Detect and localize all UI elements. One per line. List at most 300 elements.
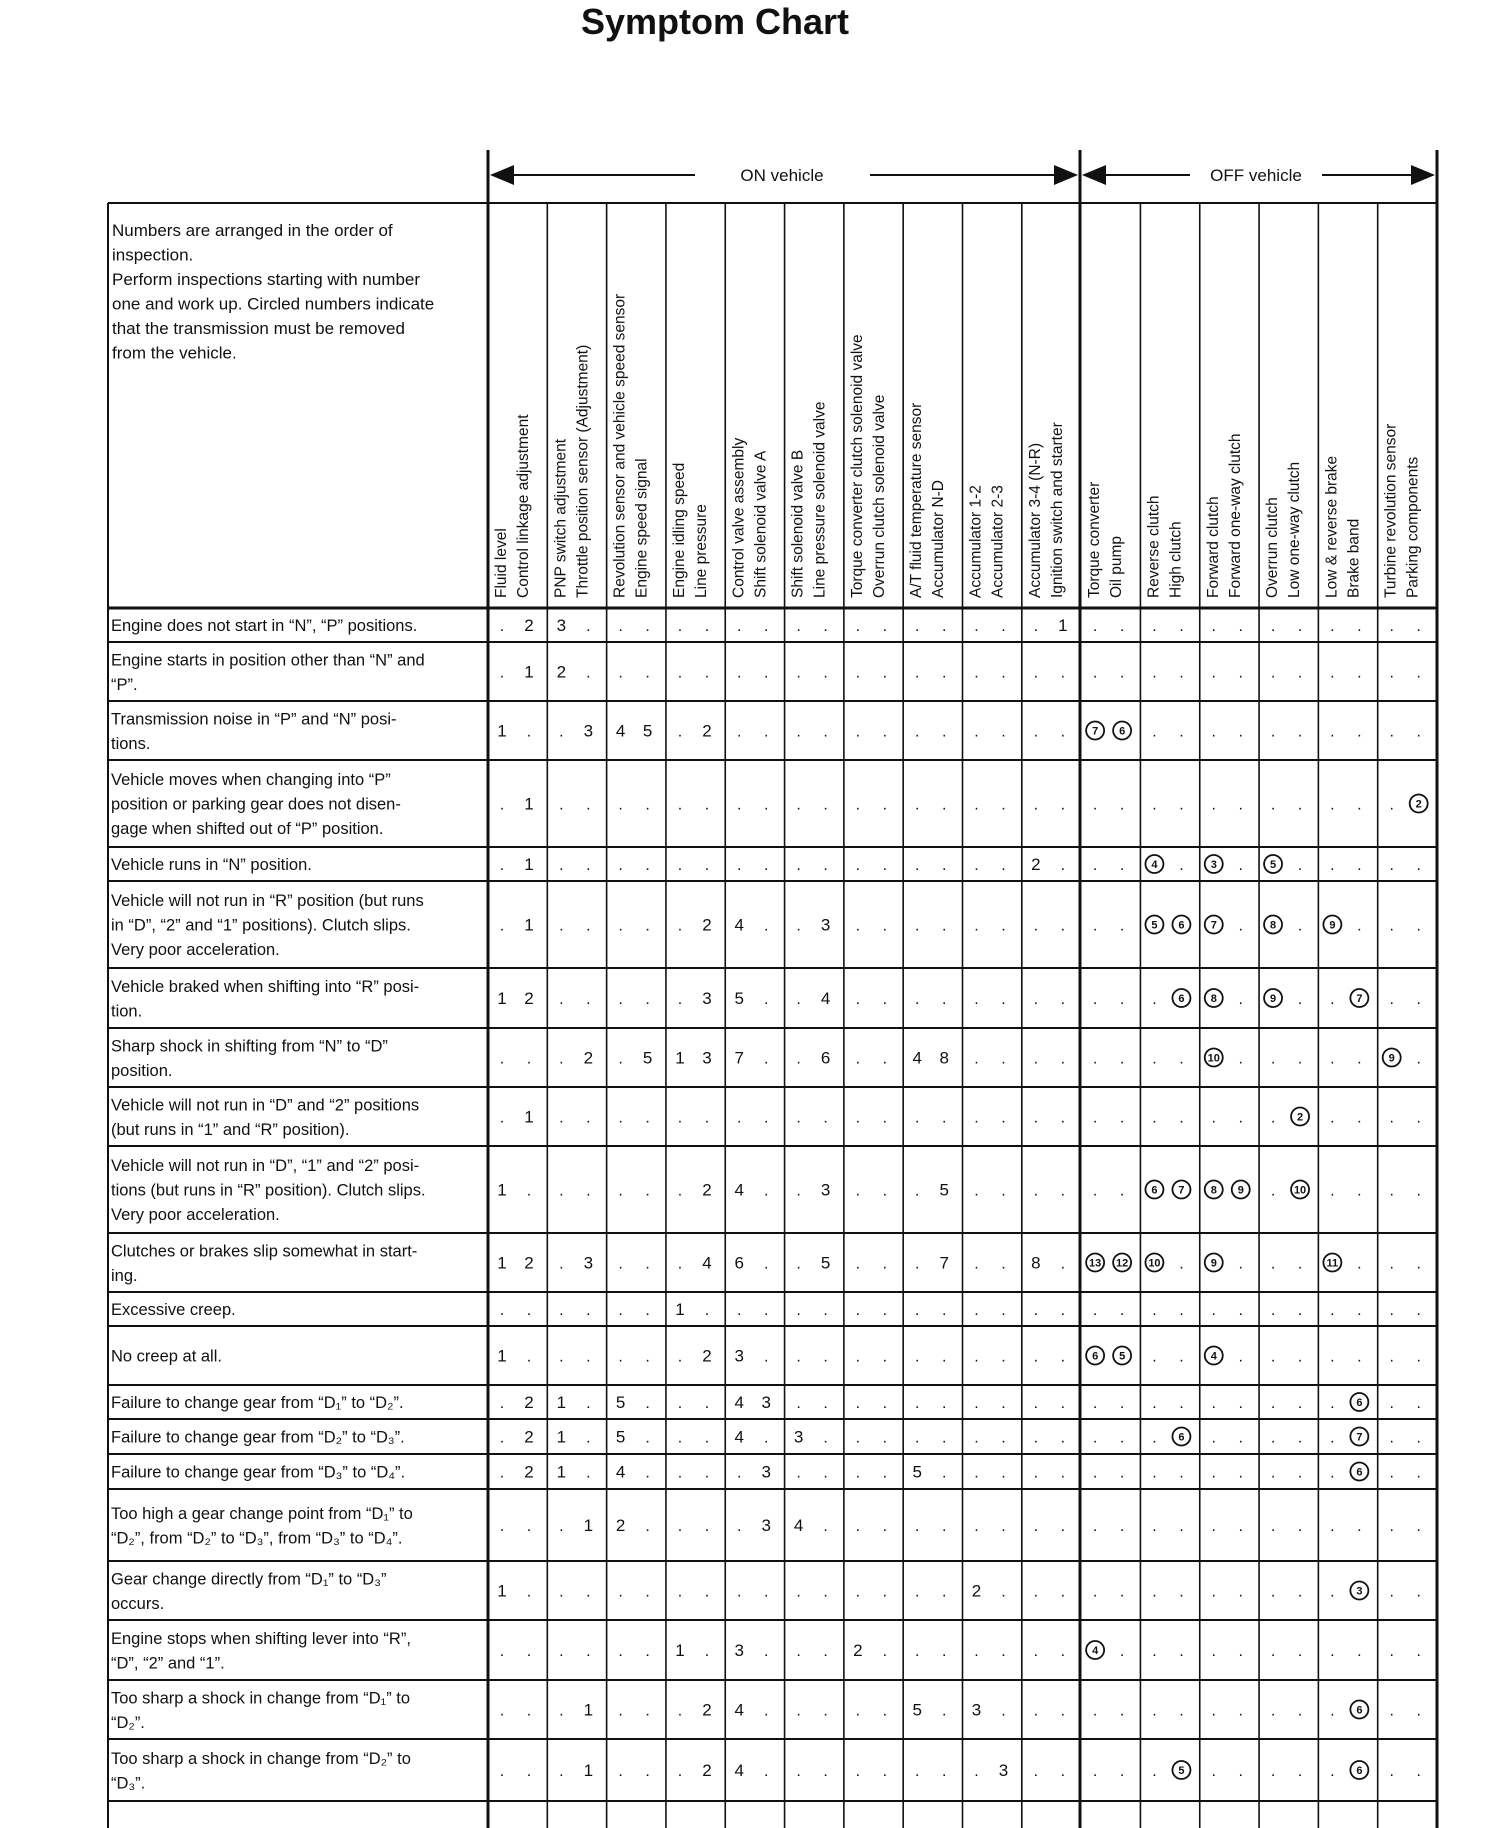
empty-cell-dot: . (1092, 1050, 1098, 1068)
circled-number-text: 10 (1207, 1052, 1220, 1065)
empty-cell-dot: . (855, 1182, 861, 1200)
symptom-text: Very poor acceleration. (111, 1206, 280, 1224)
empty-cell-dot: . (914, 1302, 920, 1319)
inspection-order: 5 (615, 1393, 626, 1412)
empty-cell-dot: . (764, 1050, 769, 1068)
inspection-order: 2 (524, 1462, 534, 1482)
empty-cell-dot: . (645, 1429, 650, 1447)
empty-cell-dot: . (737, 664, 742, 682)
empty-cell-dot: . (855, 664, 861, 682)
circled-number (1291, 1181, 1309, 1199)
empty-cell-dot: . (855, 1348, 861, 1366)
inspection-order: 1 (1058, 616, 1068, 635)
inspection-order: 1 (497, 1253, 507, 1273)
empty-cell-dot: . (1033, 1763, 1039, 1780)
empty-cell-dot: . (1297, 1583, 1303, 1601)
empty-cell-dot: . (677, 1583, 683, 1601)
empty-cell-dot: . (499, 1050, 505, 1068)
empty-cell-dot: . (823, 723, 828, 741)
empty-cell-dot: . (677, 1109, 683, 1127)
inspection-order: 3 (734, 1641, 744, 1660)
circled-number-text: 7 (1356, 1431, 1363, 1444)
empty-cell-dot: . (1238, 796, 1243, 814)
empty-cell-dot: . (1001, 917, 1006, 935)
empty-cell-dot: . (1389, 664, 1394, 682)
empty-cell-dot: . (1179, 1702, 1184, 1720)
empty-cell-dot: . (704, 664, 710, 682)
empty-cell-dot: . (1330, 1702, 1335, 1720)
empty-cell-dot: . (586, 1395, 591, 1412)
inspection-order: 1 (675, 1641, 685, 1660)
off-vehicle-label: OFF vehicle (1210, 166, 1302, 185)
empty-cell-dot: . (855, 1395, 861, 1412)
symptom-text: Vehicle runs in “N” position. (111, 856, 312, 874)
empty-cell-dot: . (1033, 991, 1039, 1008)
empty-cell-dot: . (1389, 1583, 1394, 1601)
empty-cell-dot: . (914, 1583, 920, 1601)
empty-cell-dot: . (1389, 1302, 1394, 1319)
inspection-order: 3 (793, 1427, 804, 1447)
column-header: Parking components (1404, 456, 1422, 598)
empty-cell-dot: . (1238, 1763, 1243, 1780)
empty-cell-dot: . (855, 1109, 861, 1127)
empty-cell-dot: . (914, 723, 920, 741)
empty-cell-dot: . (1092, 664, 1098, 682)
inspection-order: 5 (912, 1462, 922, 1482)
empty-cell-dot: . (796, 664, 801, 682)
empty-cell-dot: . (882, 1302, 888, 1319)
empty-cell-dot: . (1001, 1348, 1006, 1366)
inspection-order: 1 (556, 1462, 567, 1482)
empty-cell-dot: . (1357, 857, 1362, 874)
empty-cell-dot: . (1297, 917, 1303, 935)
empty-cell-dot: . (1297, 1464, 1303, 1482)
empty-cell-dot: . (914, 618, 920, 635)
empty-cell-dot: . (559, 723, 564, 741)
empty-cell-dot: . (1211, 1395, 1216, 1412)
empty-cell-dot: . (1389, 1464, 1394, 1482)
empty-cell-dot: . (1119, 1643, 1125, 1660)
circled-number-text: 6 (1356, 1466, 1363, 1479)
empty-cell-dot: . (974, 1395, 979, 1412)
empty-cell-dot: . (586, 664, 591, 682)
inspection-order: 5 (820, 1253, 831, 1273)
column-header: Accumulator 1-2 (967, 485, 985, 598)
symptom-text: “D₂”, from “D₂” to “D₃”, from “D₃” to “D₄”. (111, 1529, 403, 1548)
table-row (108, 978, 1437, 1028)
empty-cell-dot: . (1270, 1302, 1276, 1319)
symptom-text: “D₃”. (111, 1774, 146, 1793)
empty-cell-dot: . (645, 1395, 650, 1412)
empty-cell-dot: . (1297, 1348, 1303, 1366)
empty-cell-dot: . (526, 1702, 532, 1720)
empty-cell-dot: . (1297, 1643, 1303, 1660)
empty-cell-dot: . (618, 1050, 623, 1068)
empty-cell-dot: . (1389, 1109, 1394, 1127)
empty-cell-dot: . (1357, 1182, 1362, 1200)
empty-cell-dot: . (1179, 1050, 1184, 1068)
empty-cell-dot: . (1033, 1464, 1039, 1482)
symptom-text: “D”, “2” and “1”. (111, 1654, 225, 1673)
empty-cell-dot: . (1416, 1583, 1421, 1601)
empty-cell-dot: . (1389, 991, 1394, 1008)
empty-cell-dot: . (1060, 664, 1066, 682)
empty-cell-dot: . (677, 1518, 683, 1535)
empty-cell-dot: . (737, 618, 742, 635)
inspection-order: 3 (820, 915, 831, 935)
table-row (108, 1570, 1437, 1620)
empty-cell-dot: . (1330, 723, 1335, 741)
empty-cell-dot: . (645, 1302, 650, 1319)
empty-cell-dot: . (823, 1348, 828, 1366)
empty-cell-dot: . (1416, 1702, 1421, 1720)
empty-cell-dot: . (882, 917, 888, 935)
empty-cell-dot: . (796, 1302, 801, 1319)
empty-cell-dot: . (1270, 1464, 1276, 1482)
empty-cell-dot: . (526, 1348, 532, 1366)
empty-cell-dot: . (586, 1643, 591, 1660)
empty-cell-dot: . (1270, 1050, 1276, 1068)
empty-cell-dot: . (677, 723, 683, 741)
empty-cell-dot: . (823, 796, 828, 814)
empty-cell-dot: . (1001, 1302, 1006, 1319)
empty-cell-dot: . (1033, 1348, 1039, 1366)
empty-cell-dot: . (764, 917, 769, 935)
empty-cell-dot: . (1389, 618, 1394, 635)
inspection-order: 1 (524, 915, 534, 935)
empty-cell-dot: . (1330, 857, 1335, 874)
empty-cell-dot: . (1060, 1395, 1066, 1412)
page-title: Symptom Chart (580, 1, 850, 42)
symptom-text: ing. (111, 1266, 138, 1285)
empty-cell-dot: . (1416, 1464, 1421, 1482)
circled-number-text: 7 (1356, 993, 1363, 1005)
empty-cell-dot: . (1330, 1763, 1335, 1780)
symptom-text: in “D”, “2” and “1” positions). Clutch slips. (111, 916, 411, 935)
empty-cell-dot: . (618, 1583, 623, 1601)
empty-cell-dot: . (823, 1702, 828, 1720)
symptom-text: Very poor acceleration. (111, 941, 280, 959)
symptom-text: Engine starts in position other than “N” and (111, 651, 425, 670)
empty-cell-dot: . (1033, 1583, 1039, 1601)
inspection-order: 2 (524, 1393, 534, 1412)
empty-cell-dot: . (914, 1109, 920, 1127)
empty-cell-dot: . (1357, 1255, 1362, 1273)
empty-cell-dot: . (559, 1763, 564, 1780)
empty-cell-dot: . (499, 1763, 505, 1780)
table-row (108, 1347, 1437, 1386)
empty-cell-dot: . (764, 796, 769, 814)
circled-number (1350, 1582, 1368, 1600)
empty-cell-dot: . (704, 1583, 710, 1601)
empty-cell-dot: . (618, 1763, 623, 1780)
empty-cell-dot: . (618, 664, 623, 682)
empty-cell-dot: . (914, 991, 920, 1008)
empty-cell-dot: . (823, 1109, 828, 1127)
empty-cell-dot: . (1060, 1109, 1066, 1127)
empty-cell-dot: . (1152, 723, 1157, 741)
column-header: Engine speed signal (633, 458, 651, 598)
inspection-order: 1 (497, 1346, 507, 1366)
empty-cell-dot: . (1179, 1464, 1184, 1482)
empty-cell-dot: . (1060, 1182, 1066, 1200)
empty-cell-dot: . (1330, 1302, 1335, 1319)
empty-cell-dot: . (645, 664, 650, 682)
note-line: Numbers are arranged in the order of (112, 221, 393, 240)
empty-cell-dot: . (1060, 1050, 1066, 1068)
circled-number-text: 9 (1237, 1184, 1244, 1197)
empty-cell-dot: . (1389, 1182, 1394, 1200)
empty-cell-dot: . (1238, 723, 1243, 741)
empty-cell-dot: . (526, 1050, 532, 1068)
circled-number (1205, 1049, 1223, 1067)
empty-cell-dot: . (1033, 1395, 1039, 1412)
empty-cell-dot: . (796, 1109, 801, 1127)
empty-cell-dot: . (586, 796, 591, 814)
empty-cell-dot: . (737, 723, 742, 741)
symptom-text: tions. (111, 734, 151, 753)
empty-cell-dot: . (1357, 1302, 1362, 1319)
empty-cell-dot: . (796, 1255, 801, 1273)
empty-cell-dot: . (737, 1109, 742, 1127)
circled-number-text: 7 (1092, 725, 1099, 738)
empty-cell-dot: . (1033, 723, 1039, 741)
empty-cell-dot: . (1211, 723, 1216, 741)
table-row (108, 1505, 1437, 1561)
empty-cell-dot: . (618, 1348, 623, 1366)
empty-cell-dot: . (1416, 1109, 1421, 1127)
empty-cell-dot: . (1152, 618, 1157, 635)
empty-cell-dot: . (974, 1518, 979, 1535)
empty-cell-dot: . (764, 1643, 769, 1660)
symptom-text: Too sharp a shock in change from “D₁” to (111, 1689, 411, 1708)
symptom-text: Clutches or brakes slip somewhat in start- (111, 1242, 418, 1261)
empty-cell-dot: . (1270, 1109, 1276, 1127)
empty-cell-dot: . (1389, 1518, 1394, 1535)
empty-cell-dot: . (1179, 1255, 1184, 1273)
empty-cell-dot: . (1060, 991, 1066, 1008)
empty-cell-dot: . (796, 1583, 801, 1601)
inspection-order: 5 (939, 1180, 949, 1200)
circled-number (1145, 855, 1163, 873)
empty-cell-dot: . (1416, 664, 1421, 682)
inspection-order: 4 (734, 1393, 744, 1412)
empty-cell-dot: . (1270, 664, 1276, 682)
inspection-order: 3 (820, 1180, 831, 1200)
empty-cell-dot: . (586, 857, 591, 874)
column-header: Line pressure solenoid valve (811, 401, 829, 598)
empty-cell-dot: . (586, 1464, 591, 1482)
empty-cell-dot: . (618, 857, 623, 874)
inspection-order: 6 (734, 1253, 744, 1273)
symptom-text: occurs. (111, 1594, 165, 1613)
inspection-order: 1 (524, 1107, 534, 1127)
empty-cell-dot: . (1001, 1429, 1006, 1447)
column-header: Torque converter clutch solenoid valve (848, 334, 866, 598)
empty-cell-dot: . (974, 1643, 979, 1660)
inspection-note (112, 221, 434, 363)
empty-cell-dot: . (796, 796, 801, 814)
note-line: from the vehicle. (112, 343, 237, 363)
empty-cell-dot: . (1357, 723, 1362, 741)
inspection-order: 1 (675, 1300, 685, 1319)
empty-cell-dot: . (1119, 1429, 1125, 1447)
empty-cell-dot: . (1152, 664, 1157, 682)
empty-cell-dot: . (941, 1518, 947, 1535)
empty-cell-dot: . (1297, 664, 1303, 682)
empty-cell-dot: . (855, 1518, 861, 1535)
empty-cell-dot: . (1152, 1109, 1157, 1127)
symptom-text: Engine does not start in “N”, “P” positions. (111, 617, 418, 635)
empty-cell-dot: . (1416, 857, 1421, 874)
empty-cell-dot: . (1152, 1395, 1157, 1412)
circled-number-text: 9 (1329, 919, 1336, 932)
empty-cell-dot: . (677, 1464, 683, 1482)
empty-cell-dot: . (855, 1583, 861, 1601)
empty-cell-dot: . (645, 1182, 650, 1200)
inspection-order: 2 (524, 1253, 534, 1273)
empty-cell-dot: . (645, 796, 650, 814)
column-header: Turbine revolution sensor (1382, 423, 1400, 598)
empty-cell-dot: . (1179, 1109, 1184, 1127)
empty-cell-dot: . (1238, 1643, 1243, 1660)
symptom-text: Vehicle will not run in “R” position (but runs (111, 892, 424, 910)
empty-cell-dot: . (1001, 1182, 1006, 1200)
empty-cell-dot: . (882, 1763, 888, 1780)
empty-cell-dot: . (914, 1643, 920, 1660)
circled-number (1350, 1393, 1368, 1411)
column-header: Reverse clutch (1145, 495, 1163, 598)
empty-cell-dot: . (855, 1429, 861, 1447)
empty-cell-dot: . (1416, 1763, 1421, 1780)
empty-cell-dot: . (1152, 796, 1157, 814)
empty-cell-dot: . (1092, 796, 1098, 814)
empty-cell-dot: . (1211, 796, 1216, 814)
empty-cell-dot: . (526, 723, 532, 741)
empty-cell-dot: . (1092, 1395, 1098, 1412)
empty-cell-dot: . (1119, 991, 1125, 1008)
empty-cell-dot: . (974, 618, 979, 635)
empty-cell-dot: . (499, 664, 505, 682)
empty-cell-dot: . (1033, 1429, 1039, 1447)
empty-cell-dot: . (1119, 1050, 1125, 1068)
empty-cell-dot: . (941, 1348, 947, 1366)
circled-number-text: 3 (1210, 859, 1217, 871)
empty-cell-dot: . (1033, 1182, 1039, 1200)
empty-cell-dot: . (1357, 796, 1362, 814)
empty-cell-dot: . (1119, 1182, 1125, 1200)
empty-cell-dot: . (823, 664, 828, 682)
empty-cell-dot: . (974, 857, 979, 874)
inspection-order: 3 (583, 1253, 594, 1273)
empty-cell-dot: . (1330, 1182, 1335, 1200)
empty-cell-dot: . (1416, 618, 1421, 635)
circled-number-text: 5 (1119, 1350, 1126, 1363)
empty-cell-dot: . (1238, 664, 1243, 682)
empty-cell-dot: . (1330, 1464, 1335, 1482)
symptom-text: Too high a gear change point from “D₁” to (111, 1504, 413, 1523)
empty-cell-dot: . (526, 1302, 532, 1319)
inspection-order: 3 (761, 1516, 771, 1535)
empty-cell-dot: . (1389, 723, 1394, 741)
empty-cell-dot: . (1238, 1255, 1243, 1273)
empty-cell-dot: . (1389, 1348, 1394, 1366)
empty-cell-dot: . (499, 1429, 505, 1447)
empty-cell-dot: . (764, 1109, 769, 1127)
empty-cell-dot: . (586, 1302, 591, 1319)
empty-cell-dot: . (645, 1583, 650, 1601)
empty-cell-dot: . (1416, 1518, 1421, 1535)
empty-cell-dot: . (1179, 796, 1184, 814)
empty-cell-dot: . (941, 1464, 947, 1482)
empty-cell-dot: . (1001, 1109, 1006, 1127)
empty-cell-dot: . (1238, 917, 1243, 935)
circled-number-text: 6 (1356, 1397, 1363, 1409)
empty-cell-dot: . (1357, 1050, 1362, 1068)
empty-cell-dot: . (823, 1643, 828, 1660)
empty-cell-dot: . (704, 857, 710, 874)
empty-cell-dot: . (796, 1050, 801, 1068)
empty-cell-dot: . (796, 618, 801, 635)
empty-cell-dot: . (1330, 1348, 1335, 1366)
empty-cell-dot: . (1211, 1583, 1216, 1601)
empty-cell-dot: . (1416, 1429, 1421, 1447)
empty-cell-dot: . (974, 991, 979, 1008)
circled-number-text: 7 (1210, 919, 1217, 932)
circled-number (1205, 855, 1223, 873)
empty-cell-dot: . (1092, 1464, 1098, 1482)
empty-cell-dot: . (1060, 796, 1066, 814)
circled-number (1172, 989, 1190, 1007)
circled-number (1205, 1254, 1223, 1272)
circled-number-text: 5 (1270, 859, 1277, 871)
empty-cell-dot: . (974, 1302, 979, 1319)
empty-cell-dot: . (1033, 1518, 1039, 1535)
empty-cell-dot: . (796, 1643, 801, 1660)
empty-cell-dot: . (677, 917, 683, 935)
empty-cell-dot: . (1416, 1643, 1421, 1660)
empty-cell-dot: . (855, 857, 861, 874)
empty-cell-dot: . (499, 618, 505, 635)
empty-cell-dot: . (1179, 857, 1184, 874)
empty-cell-dot: . (1238, 857, 1243, 874)
table-row (108, 710, 1437, 760)
empty-cell-dot: . (645, 857, 650, 874)
empty-cell-dot: . (882, 1109, 888, 1127)
empty-cell-dot: . (823, 1429, 828, 1447)
symptom-text: tions (but runs in “R” position). Clutch slips. (111, 1181, 426, 1200)
column-header: Torque converter (1086, 481, 1104, 598)
table-row (108, 1096, 1437, 1146)
empty-cell-dot: . (559, 1255, 564, 1273)
inspection-order: 1 (524, 855, 534, 874)
empty-cell-dot: . (764, 1429, 769, 1447)
empty-cell-dot: . (764, 723, 769, 741)
circled-number (1205, 1347, 1223, 1365)
inspection-order: 2 (853, 1641, 863, 1660)
empty-cell-dot: . (499, 857, 505, 874)
empty-cell-dot: . (974, 1763, 979, 1780)
empty-cell-dot: . (1119, 796, 1125, 814)
circled-number (1145, 916, 1163, 934)
circled-number (1350, 1428, 1368, 1446)
circled-number (1172, 1428, 1190, 1446)
inspection-order: 1 (497, 721, 507, 741)
empty-cell-dot: . (1297, 1702, 1303, 1720)
empty-cell-dot: . (823, 1583, 828, 1601)
empty-cell-dot: . (1001, 1050, 1006, 1068)
empty-cell-dot: . (1119, 1302, 1125, 1319)
